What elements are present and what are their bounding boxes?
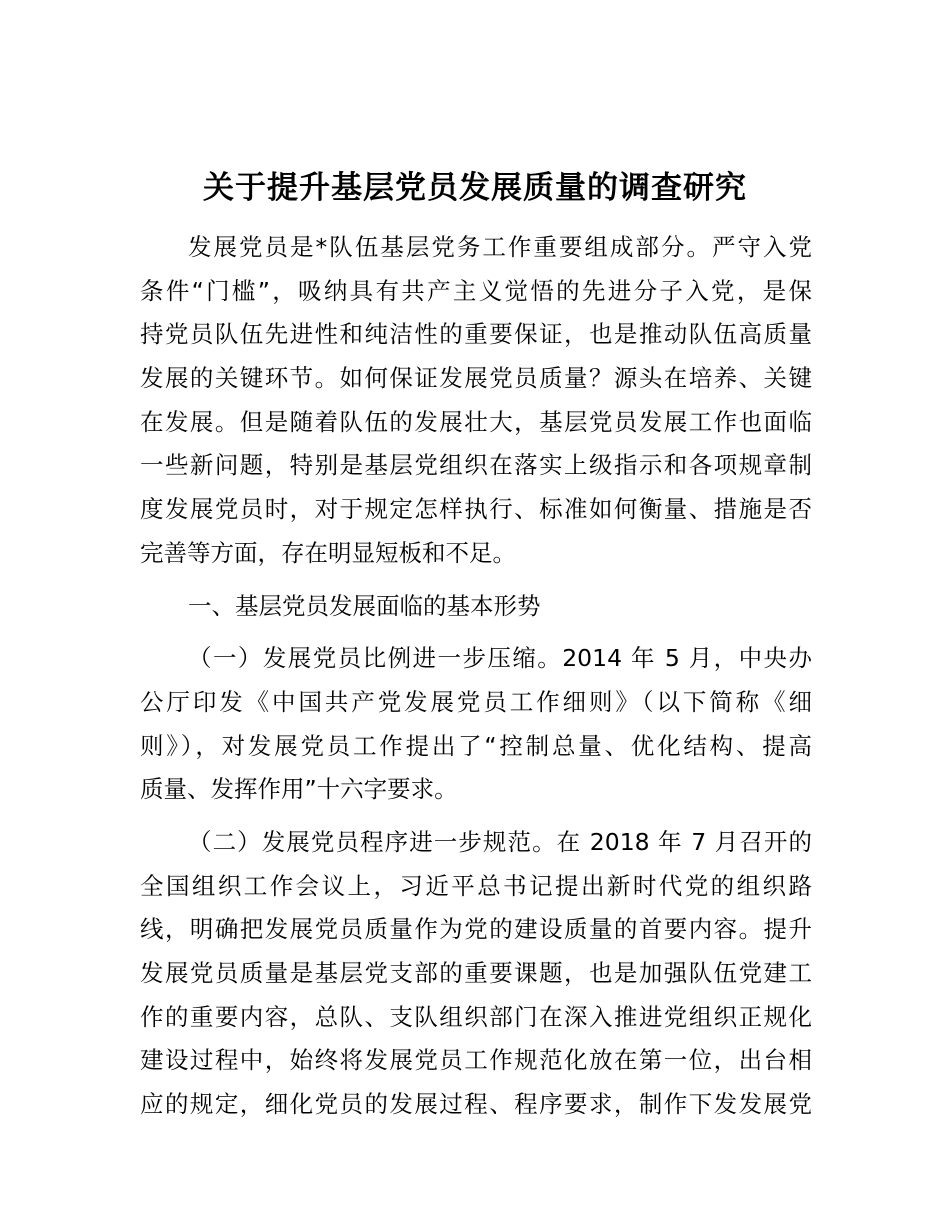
text-line: 在发展。但是随着队伍的发展壮大，基层党员发展工作也面临 <box>140 407 812 436</box>
text-line: 质量、发挥作用”十六字要求。 <box>140 775 458 804</box>
text-line: 条件“门槛”，吸纳具有共产主义觉悟的先进分子入党，是保 <box>140 276 812 305</box>
paragraph-section-1-1 <box>140 637 812 812</box>
text-line: 建设过程中，始终将发展党员工作规范化放在第一位，出台相 <box>140 1046 812 1075</box>
document-title: 关于提升基层党员发展质量的调查研究 <box>203 170 747 206</box>
section-heading-text: 一、基层党员发展面临的基本形势 <box>188 591 541 620</box>
text-line: 持党员队伍先进性和纯洁性的重要保证，也是推动队伍高质量 <box>140 320 812 349</box>
text-line: 发展党员是*队伍基层党务工作重要组成部分。严守入党 <box>188 233 812 261</box>
paragraph-intro <box>140 226 812 576</box>
text-line: 作的重要内容，总队、支队组织部门在深入推进党组织正规化 <box>140 1002 812 1031</box>
text-line: （一）发展党员比例进一步压缩。2014 年 5 月，中央办 <box>188 644 812 673</box>
text-line: 一些新问题，特别是基层党组织在落实上级指示和各项规章制 <box>140 451 812 480</box>
text-line: 发展的关键环节。如何保证发展党员质量？源头在培养、关键 <box>140 364 812 393</box>
text-line: 发展党员质量是基层党支部的重要课题，也是加强队伍党建工 <box>140 959 812 987</box>
text-line: 公厅印发《中国共产党发展党员工作细则》（以下简称《细 <box>140 687 812 716</box>
text-line: 则》），对发展党员工作提出了“控制总量、优化结构、提高 <box>140 731 812 760</box>
document-body <box>140 226 812 1127</box>
section-heading <box>140 585 812 629</box>
text-line: 线，明确把发展党员质量作为党的建设质量的首要内容。提升 <box>140 915 812 944</box>
paragraph-section-1-2 <box>140 821 812 1127</box>
text-line: 应的规定，细化党员的发展过程、程序要求，制作下发发展党 <box>140 1090 812 1119</box>
text-line: 度发展党员时，对于规定怎样执行、标准如何衡量、措施是否 <box>140 495 812 524</box>
text-line: （二）发展党员程序进一步规范。在 2018 年 7 月召开的 <box>188 827 812 856</box>
text-line: 完善等方面，存在明显短板和不足。 <box>140 538 516 567</box>
text-line: 全国组织工作会议上，习近平总书记提出新时代党的组织路 <box>140 871 812 900</box>
